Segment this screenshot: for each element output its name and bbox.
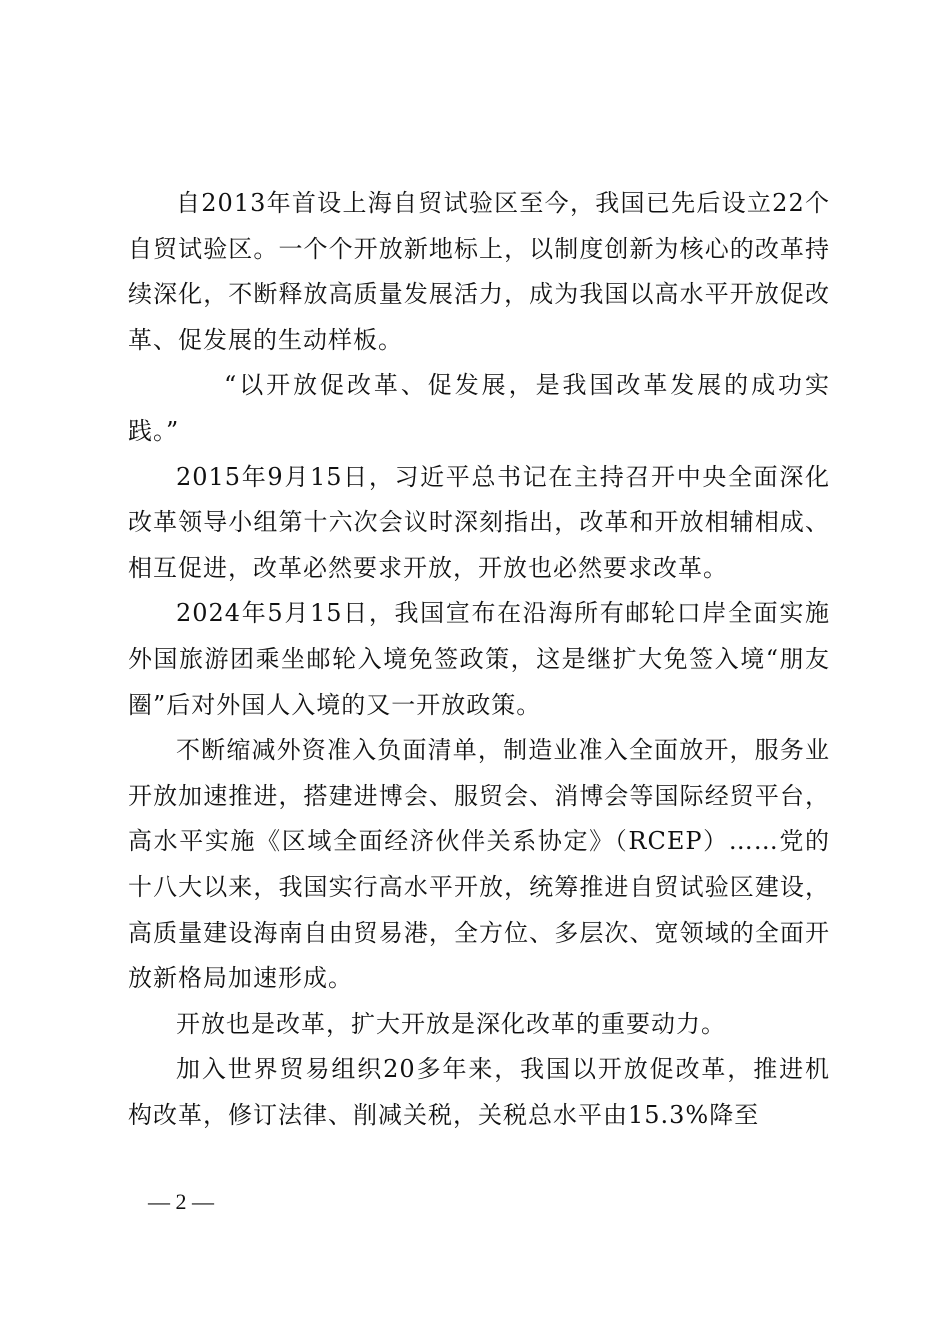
paragraph-free-trade-zones: 自2013年首设上海自贸试验区至今，我国已先后设立22个自贸试验区。一个个开放新地标上，以制度创新为核心的改革持续深化，不断释放高质量发展活力，成为我国以高水平开放促改革、促发展的生动样板。	[128, 189, 830, 354]
page-number: — 2 —	[148, 1189, 214, 1214]
paragraph-high-level-opening: 不断缩减外资准入负面清单，制造业准入全面放开，服务业开放加速推进，搭建进博会、服贸会、消博会等国际经贸平台，高水平实施《区域全面经济伙伴关系协定》（RCEP）……党的十八大以来，我国实行高水平开放，统筹推进自贸试验区建设，高质量建设海南自由贸易港，全方位、多层次、宽领域的全面开放新格局加速形成。	[128, 736, 830, 993]
paragraph-wto-accession: 加入世界贸易组织20多年来，我国以开放促改革，推进机构改革，修订法律、削减关税，关税总水平由15.3%降至	[128, 1055, 830, 1129]
paragraph-2024-visa-policy: 2024年5月15日，我国宣布在沿海所有邮轮口岸全面实施外国旅游团乘坐邮轮入境免签政策，这是继扩大免签入境“朋友圈”后对外国人入境的又一开放政策。	[128, 599, 830, 719]
paragraph-2015-meeting: 2015年9月15日，习近平总书记在主持召开中央全面深化改革领导小组第十六次会议时深刻指出，改革和开放相辅相成、相互促进，改革必然要求开放，开放也必然要求改革。	[128, 462, 830, 582]
body-text	[128, 181, 830, 1138]
paragraph-opening-is-reform: 开放也是改革，扩大开放是深化改革的重要动力。	[176, 1009, 726, 1038]
paragraph-quote: “以开放促改革、促发展，是我国改革发展的成功实践。”	[128, 371, 830, 445]
